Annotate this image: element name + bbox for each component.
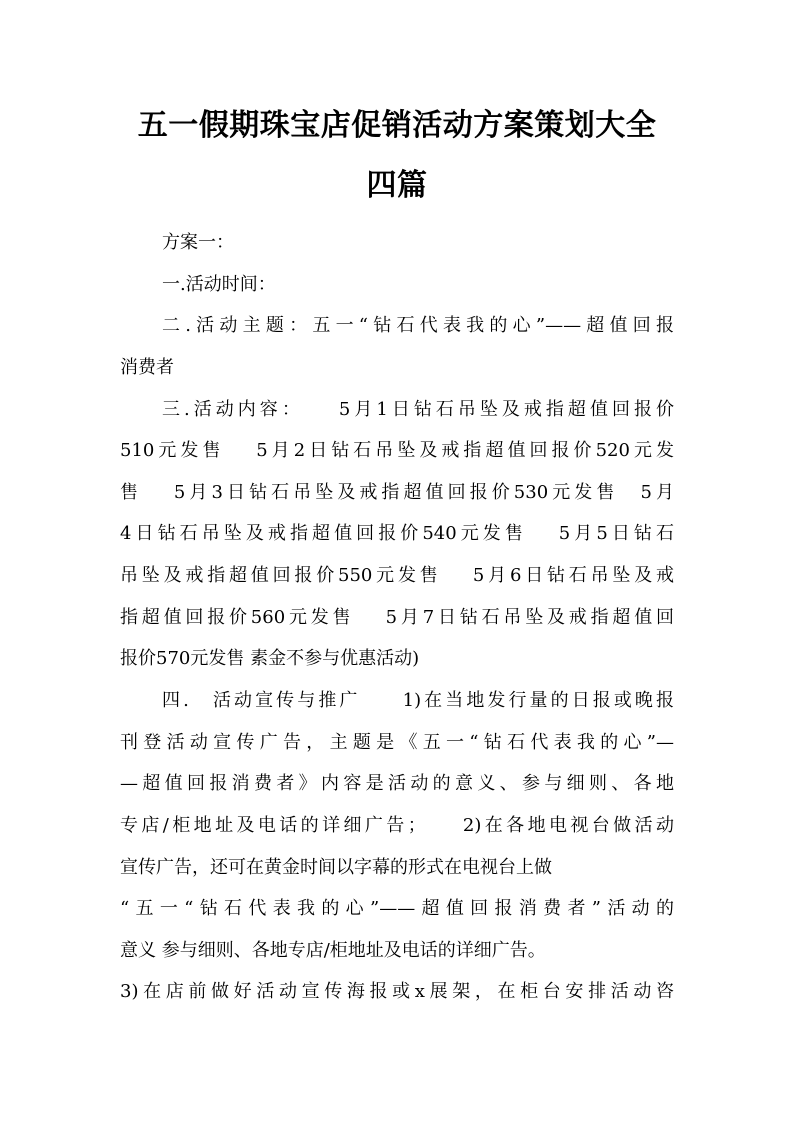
body-line: 指超值回报价560元发售 5月7日钻石吊坠及戒指超值回 (120, 607, 674, 628)
body-line: —超值回报消费者》内容是活动的意义、参与细则、各地 (120, 773, 674, 794)
body-line: 宣传广告，还可在黄金时间以字幕的形式在电视台上做 (120, 857, 552, 878)
body-line: 吊坠及戒指超值回报价550元发售 5月6日钻石吊坠及戒 (120, 565, 674, 586)
body-line: 售 5月3日钻石吊坠及戒指超值回报价530元发售 5月 (120, 482, 674, 503)
body-line: 意义 参与细则、各地专店/柜地址及电话的详细广告。 (120, 940, 546, 961)
document-title-line-1: 五一假期珠宝店促销活动方案策划大全 (137, 108, 657, 143)
body-line: 报价570元发售 素金不参与优惠活动) (120, 648, 420, 669)
section-promotion: 四. 活动宣传与推广 1)在当地发行量的日报或晚报 (162, 690, 674, 711)
body-line: 510元发售 5月2日钻石吊坠及戒指超值回报价520元发 (120, 440, 674, 461)
body-line: 4日钻石吊坠及戒指超值回报价540元发售 5月5日钻石 (120, 523, 674, 544)
document-title-line-2: 四篇 (366, 168, 428, 203)
section-activity-content: 三.活动内容： 5月1日钻石吊坠及戒指超值回报价 (162, 399, 674, 420)
body-line: “五一“钻石代表我的心”——超值回报消费者”活动的 (120, 898, 674, 919)
body-line: 消费者 (120, 357, 174, 378)
body-line: 刊登活动宣传广告，主题是《五一“钻石代表我的心”— (120, 732, 674, 753)
section-activity-time: 一.活动时间： (162, 274, 276, 295)
plan-heading: 方案一： (162, 232, 234, 253)
body-line: 专店/柜地址及电话的详细广告； 2)在各地电视台做活动 (120, 815, 674, 836)
body-line: 3)在店前做好活动宣传海报或x展架，在柜台安排活动咨 (120, 981, 674, 1002)
section-activity-theme: 二.活动主题：五一“钻石代表我的心”——超值回报 (162, 315, 674, 336)
